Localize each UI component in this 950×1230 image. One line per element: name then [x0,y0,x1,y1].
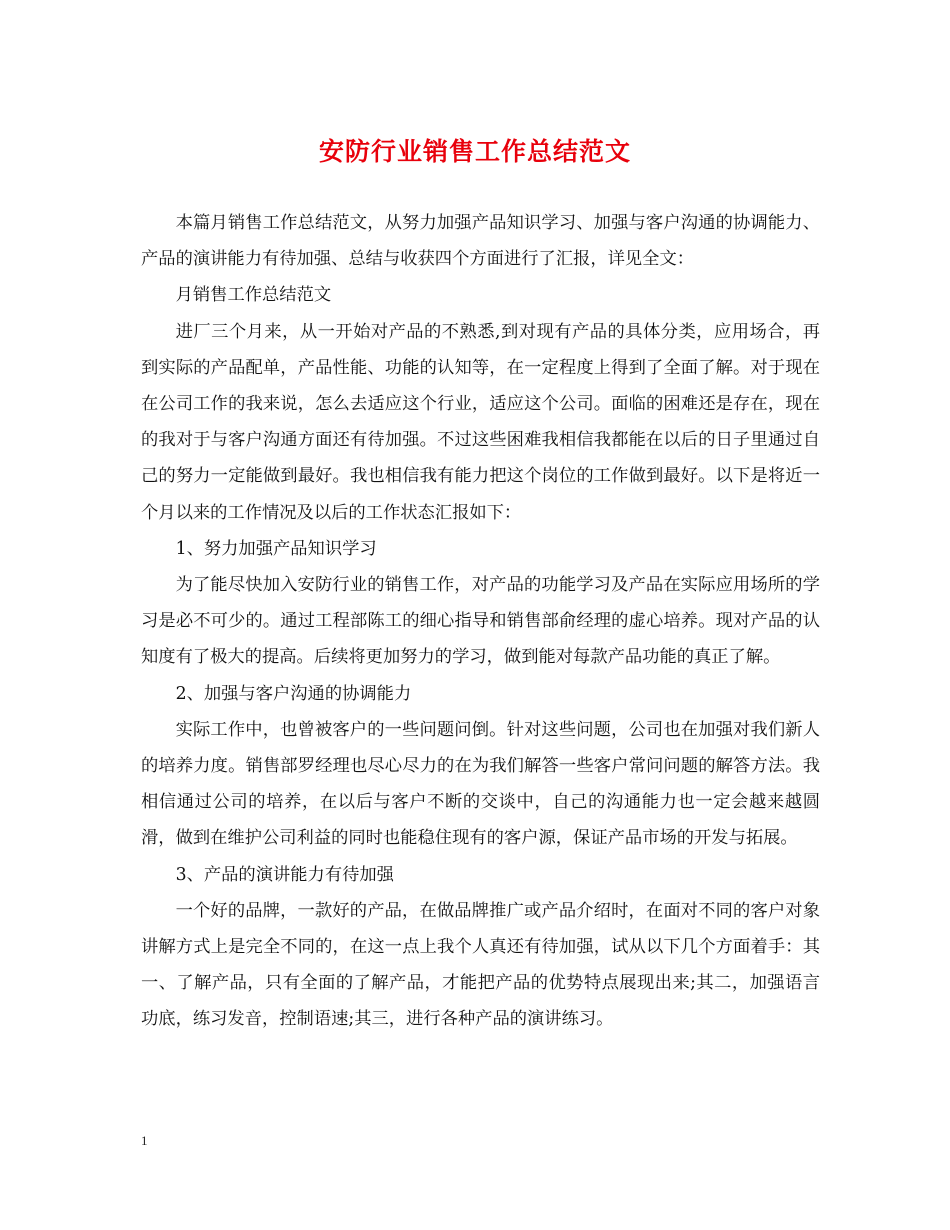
section-heading-3: 3、产品的演讲能力有待加强 [175,864,394,885]
overview-paragraph: 进厂三个月来，从一开始对产品的不熟悉,到对现有产品的具体分类，应用场合，再到实际的产品配单，产品性能、功能的认知等，在一定程度上得到了全面了解。对于现在在公司工作的我来说，怎么去适应这个行业，适应这个公司。面临的困难还是存在，现在的我对于与客户沟通方面还有待加强。不过这些困难我相信我都能在以后的日子里通过自己的努力一定能做到最好。我也相信我有能力把这个岗位的工作做到最好。以下是将近一个月以来的工作情况及以后的工作状态汇报如下： [141,321,820,523]
subtitle-paragraph: 月销售工作总结范文 [175,285,332,306]
document-title: 安防行业销售工作总结范文 [318,137,631,166]
page-number: 1 [141,1133,148,1148]
section-paragraph-1: 为了能尽快加入安防行业的销售工作，对产品的功能学习及产品在实际应用场所的学习是必不可少的。通过工程部陈工的细心指导和销售部俞经理的虚心培养。现对产品的认知度有了极大的提高。后续将更加努力的学习，做到能对每款产品功能的真正了解。 [141,575,820,668]
section-heading-1: 1、努力加强产品知识学习 [175,538,377,559]
section-paragraph-2: 实际工作中，也曾被客户的一些问题问倒。针对这些问题，公司也在加强对我们新人的培养力度。销售部罗经理也尽心尽力的在为我们解答一些客户常问问题的解答方法。我相信通过公司的培养，在以后与客户不断的交谈中，自己的沟通能力也一定会越来越圆滑，做到在维护公司利益的同时也能稳住现有的客户源，保证产品市场的开发与拓展。 [141,719,820,849]
intro-paragraph: 本篇月销售工作总结范文，从努力加强产品知识学习、加强与客户沟通的协调能力、产品的演讲能力有待加强、总结与收获四个方面进行了汇报，详见全文： [141,213,820,270]
section-heading-2: 2、加强与客户沟通的协调能力 [175,683,412,704]
document-body [141,205,820,1038]
section-paragraph-3: 一个好的品牌，一款好的产品，在做品牌推广或产品介绍时，在面对不同的客户对象讲解方式上是完全不同的，在这一点上我个人真还有待加强，试从以下几个方面着手：其一、了解产品，只有全面的了解产品，才能把产品的优势特点展现出来;其二，加强语言功底，练习发音，控制语速;其三，进行各种产品的演讲练习。 [141,900,820,1030]
